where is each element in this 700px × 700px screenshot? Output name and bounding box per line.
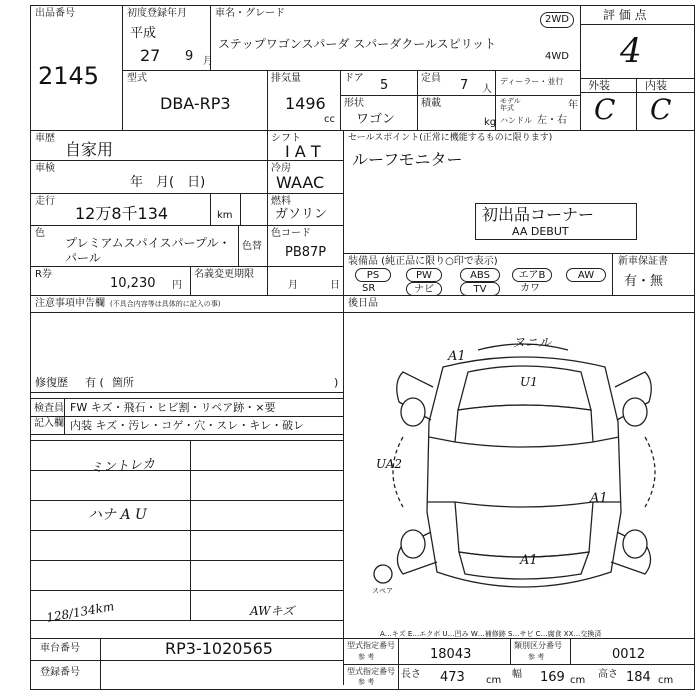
doors-label: ドア	[344, 73, 364, 84]
fuel-label: 燃料	[271, 196, 291, 207]
load-label: 積載	[421, 98, 441, 109]
score-label: 評 価 点	[603, 8, 647, 22]
type-label: 型式	[127, 73, 147, 84]
repair-label: 修復歴	[35, 376, 68, 389]
equip-navi: ナビ	[406, 282, 442, 296]
shape-label: 形状	[344, 98, 364, 109]
month-unit: 月	[203, 56, 213, 67]
warranty-label: 新車保証書	[618, 256, 668, 267]
interior-grade: C	[650, 93, 672, 126]
diagram-u1: U1	[520, 375, 538, 389]
displacement: 1496	[285, 94, 326, 113]
fuel: ガソリン	[275, 207, 328, 222]
diagram-a1-side: A1	[590, 491, 608, 506]
person-unit: 人	[482, 84, 492, 95]
repaint-label: 色替	[242, 241, 262, 252]
class-label: 類別区分番号	[514, 641, 562, 650]
sales-point-label: セールスポイント(正常に機能するものに限ります)	[348, 133, 553, 143]
inspection-label: 車検	[35, 163, 55, 174]
notice-day: 日	[330, 280, 340, 291]
mileage-label: 走行	[35, 196, 55, 207]
stamp-line-2: AA DEBUT	[512, 225, 569, 238]
reg-number-label: 登録番号	[40, 667, 80, 678]
height-unit: cm	[658, 675, 674, 686]
handle: 左・右	[537, 115, 567, 126]
model-cert-number: 18043	[430, 647, 472, 662]
color: プレミアムスパイスパープル・パール	[65, 236, 231, 265]
ac-label: 冷房	[271, 163, 291, 174]
notice-month: 月	[288, 280, 298, 291]
equip-airbag: エアB	[512, 268, 552, 282]
year-unit: 年	[568, 100, 578, 111]
notice-label: 名義変更期限	[194, 269, 254, 280]
displacement-label: 排気量	[271, 73, 301, 84]
handwritten-note-2: ハナ A U	[88, 507, 147, 523]
color-label: 色	[35, 228, 45, 239]
equip-ps: PS	[355, 268, 391, 282]
diagram-note-top: ヌニル	[512, 336, 552, 351]
equip-sr: SR	[362, 283, 376, 294]
kg-unit: kg	[484, 117, 497, 128]
car-damage-diagram	[343, 312, 695, 632]
caution-note: (不具合内容等は具体的に記入の事)	[110, 300, 221, 308]
reg-month: 9	[185, 49, 194, 64]
interior-label: 内装	[645, 79, 667, 92]
shift: I A T	[285, 142, 321, 161]
equipment-label: 装備品 (純正品に限り○印で表示)	[348, 256, 498, 267]
model-grade: ステップワゴンスパーダ スパーダクールスピリット	[218, 37, 497, 51]
equip-aw: AW	[566, 268, 606, 282]
type: DBA-RP3	[160, 94, 231, 113]
after-label: 後日品	[348, 298, 378, 309]
inspection: 年 月( 日)	[130, 175, 206, 190]
handwritten-note-3: 128/134km	[45, 599, 116, 625]
dimension-label: 型式指定番号	[347, 667, 395, 676]
inspect-interior-row: 内装 キズ・汚レ・コゲ・穴・スレ・キレ・破レ	[70, 419, 305, 432]
model-year-label: モデル年式	[500, 97, 521, 112]
repair-value: 有 (	[85, 376, 104, 389]
chassis-number: RP3-1020565	[165, 639, 273, 658]
exterior-grade: C	[594, 93, 616, 126]
inspect-fw-row: FW キズ・飛石・ヒビ割・リペア跡・×要	[70, 401, 276, 414]
repair-close: )	[334, 376, 339, 389]
stamp-line-1: 初出品コーナー	[482, 205, 595, 224]
length-label: 長さ	[401, 669, 421, 680]
width-label: 幅	[512, 669, 522, 680]
model-grade-label: 車名・グレード	[215, 8, 285, 19]
color-code: PB87P	[285, 245, 327, 260]
model-cert-label: 型式指定番号	[347, 641, 395, 650]
sales-point: ルーフモニター	[352, 150, 463, 169]
warranty: 有・無	[624, 274, 664, 289]
equip-pw: PW	[406, 268, 442, 282]
score: 4	[620, 31, 642, 71]
handwritten-note-1: ミントレカ	[89, 456, 156, 477]
history-label: 車歴	[35, 133, 55, 144]
reg-year: 27	[140, 46, 161, 65]
yen-unit: 円	[172, 280, 182, 291]
diagram-a1-front: A1	[448, 349, 466, 364]
class-number: 0012	[612, 647, 646, 662]
height-value: 184	[626, 670, 651, 685]
chassis-label: 車台番号	[40, 643, 80, 654]
lot-label: 出品番号	[35, 8, 75, 19]
diagram-ua2: UA2	[376, 457, 403, 471]
width-value: 169	[540, 670, 565, 685]
damage-legend: A…キズ E…エクボ U…凹み W…補修跡 S…サビ C…腐食 XX…交換済	[380, 630, 602, 638]
length-value: 473	[440, 670, 465, 685]
doors: 5	[380, 78, 389, 93]
km-unit: km	[217, 210, 233, 221]
ac: WAAC	[276, 173, 325, 192]
first-reg-label: 初度登録年月	[127, 8, 187, 19]
handle-label: ハンドル	[500, 116, 532, 125]
repair-count: 箇所	[112, 376, 134, 389]
drive-4wd: 4WD	[545, 51, 569, 62]
width-unit: cm	[570, 675, 586, 686]
handwritten-note-4: AWキズ	[250, 604, 295, 618]
inspector-label: 検査員	[34, 403, 64, 414]
mileage: 12万8千134	[75, 204, 169, 223]
equip-tv: TV	[460, 282, 500, 296]
capacity-label: 定員	[421, 73, 441, 84]
caution-label: 注意事項申告欄	[35, 298, 105, 309]
equip-leather: カワ	[520, 283, 540, 294]
class-ref: 参 考	[528, 653, 545, 661]
exterior-label: 外装	[588, 79, 610, 92]
capacity: 7	[460, 78, 469, 93]
era: 平成	[130, 26, 157, 41]
lot-number: 2145	[38, 62, 100, 90]
diagram-a1-rear: A1	[520, 553, 538, 568]
history: 自家用	[65, 140, 114, 159]
equip-abs: ABS	[460, 268, 500, 282]
height-label: 高さ	[598, 669, 618, 680]
spare-label: スペア	[372, 587, 393, 595]
shift-label: シフト	[271, 133, 301, 144]
cc-unit: cc	[324, 114, 335, 125]
shape: ワゴン	[356, 112, 396, 127]
tax: 10,230	[110, 276, 156, 291]
dimension-ref: 参 考	[358, 678, 375, 686]
dealer-label: ディーラー・並行	[500, 77, 564, 86]
color-code-label: 色コード	[271, 228, 311, 239]
drive-2wd: 2WD	[540, 12, 574, 28]
tax-label: R券	[35, 269, 52, 280]
entry-label: 記入欄	[34, 418, 64, 429]
model-cert-ref: 参 考	[358, 653, 375, 661]
length-unit: cm	[486, 675, 502, 686]
